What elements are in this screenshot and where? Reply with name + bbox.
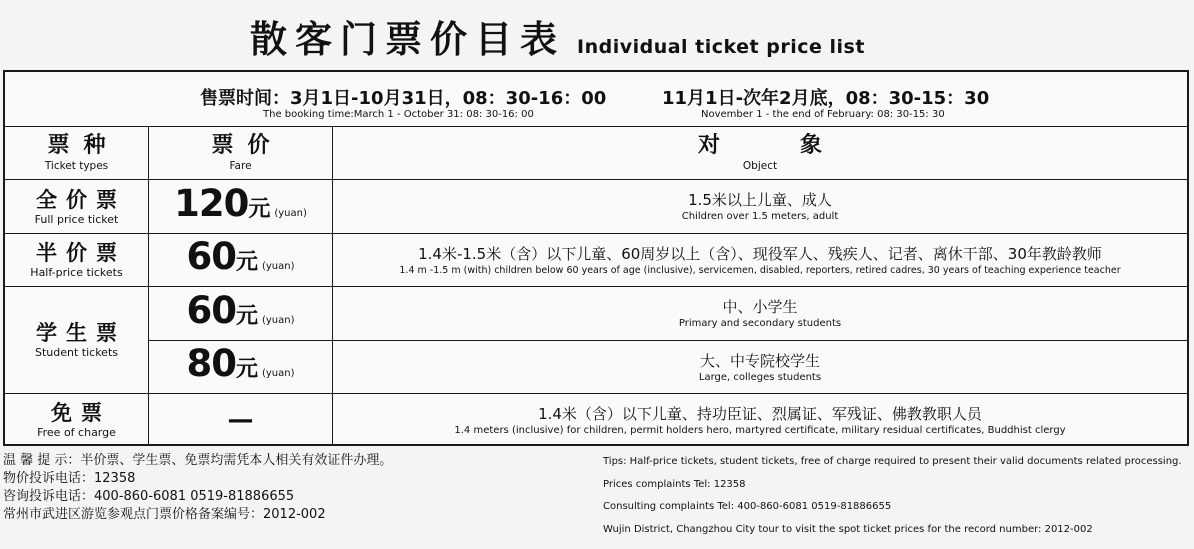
title-chinese: 散客门票价目表 <box>250 18 565 61</box>
price-currency: 元 <box>235 250 258 275</box>
booking-time-cn-1: 售票时间：3月1日-10月31日，08：30-16：00 <box>200 88 607 109</box>
object-cn: 大、中专院校学生 <box>699 351 820 370</box>
fare-student-primary <box>149 287 332 340</box>
price-value: 60 <box>186 288 236 332</box>
price-currency: 元 <box>235 357 258 382</box>
object-free <box>333 394 1187 446</box>
ticket-type-en: Full price ticket <box>34 212 119 226</box>
ticket-type-free <box>5 394 148 446</box>
object-cn: 1.4米（含）以下儿童、持功臣证、烈属证、军残证、佛教教职人员 <box>538 404 982 423</box>
header-ticket-type-en: Ticket types <box>44 159 109 172</box>
price-currency: 元 <box>248 196 271 222</box>
notes-english <box>603 451 1182 541</box>
price-unit: (yuan) <box>261 368 295 379</box>
price-table <box>3 70 1189 446</box>
header-ticket-type <box>5 126 148 179</box>
booking-time <box>5 72 1187 127</box>
note-price-complaint-en: Prices complaints Tel: 12358 <box>603 478 746 490</box>
object-en: 1.4 meters (inclusive) for children, permit holders hero, martyred certificate, military residual certificates, Buddhist clergy <box>454 424 1066 436</box>
fare-full-price <box>149 180 332 233</box>
price-dash: — <box>227 405 254 435</box>
ticket-type-en: Free of charge <box>37 426 116 439</box>
note-consult-complaint-en: Consulting complaints Tel: 400-860-6081 0519-81886655 <box>603 501 892 512</box>
price-value: 120 <box>174 181 249 225</box>
ticket-type-cn: 半价票 <box>36 241 126 265</box>
booking-time-en-2: November 1 - the end of February: 08: 30-15: 30 <box>701 109 945 120</box>
title <box>250 14 865 62</box>
note-tip-cn: 温 馨 提 示：半价票、学生票、免票均需凭本人相关有效证件办理。 <box>3 453 393 468</box>
header-object-cn: 对象 <box>697 132 902 158</box>
object-full-price <box>333 180 1187 233</box>
note-tip-en: Tips: Half-price tickets, student tickets, free of charge required to present their valid documents related processing. <box>603 456 1182 467</box>
header-fare-cn: 票价 <box>211 132 284 158</box>
note-record-number-en: Wujin District, Changzhou City tour to visit the spot ticket prices for the record number: 2012-002 <box>603 523 1093 535</box>
note-record-number-cn: 常州市武进区游览参观点门票价格备案编号：2012-002 <box>3 507 326 522</box>
booking-time-cn-2: 11月1日-次年2月底，08：30-15：30 <box>662 88 990 109</box>
note-price-complaint-cn: 物价投诉电话：12358 <box>3 471 136 486</box>
ticket-type-student <box>5 287 148 393</box>
header-object <box>333 126 1187 179</box>
object-cn: 中、小学生 <box>722 298 798 316</box>
header-fare <box>149 126 332 179</box>
object-en: Large, colleges students <box>698 371 822 383</box>
price-unit: (yuan) <box>261 261 295 272</box>
fare-free <box>149 394 332 446</box>
price-unit: (yuan) <box>274 207 307 219</box>
title-english: Individual ticket price list <box>577 36 865 58</box>
header-ticket-type-cn: 票种 <box>47 132 120 158</box>
header-object-en: Object <box>742 159 778 172</box>
object-cn: 1.4米-1.5米（含）以下儿童、60周岁以上（含）、现役军人、残疾人、记者、离休干部、30年教龄教师 <box>418 244 1102 263</box>
price-value: 60 <box>186 235 236 278</box>
object-student-college <box>333 341 1187 393</box>
ticket-type-en: Student tickets <box>34 346 118 359</box>
booking-time-en-1: The booking time:March 1 - October 31: 08: 30-16: 00 <box>263 109 534 120</box>
ticket-type-full-price <box>5 180 148 233</box>
ticket-type-cn: 全价票 <box>36 187 126 212</box>
fare-half-price <box>149 234 332 286</box>
header-fare-en: Fare <box>229 159 252 172</box>
object-en: 1.4 m -1.5 m (with) children below 60 years of age (inclusive), servicemen, disabled, reporters, retired cadres, 30 years of teaching experience teacher <box>399 264 1121 276</box>
ticket-type-en: Half-price tickets <box>30 266 123 279</box>
note-consult-complaint-cn: 咨询投诉电话：400-860-6081 0519-81886655 <box>3 489 295 504</box>
price-unit: (yuan) <box>261 314 295 326</box>
object-cn: 1.5米以上儿童、成人 <box>688 191 832 209</box>
object-en: Primary and secondary students <box>678 318 842 329</box>
notes-chinese <box>3 452 392 524</box>
ticket-type-cn: 免票 <box>51 401 111 425</box>
price-value: 80 <box>186 342 236 385</box>
price-currency: 元 <box>235 303 258 329</box>
object-en: Children over 1.5 meters, adult <box>681 211 839 222</box>
fare-student-college <box>149 341 332 393</box>
object-student-primary <box>333 287 1187 340</box>
ticket-type-cn: 学生票 <box>36 321 126 345</box>
ticket-type-half-price <box>5 234 148 286</box>
object-half-price <box>333 234 1187 286</box>
